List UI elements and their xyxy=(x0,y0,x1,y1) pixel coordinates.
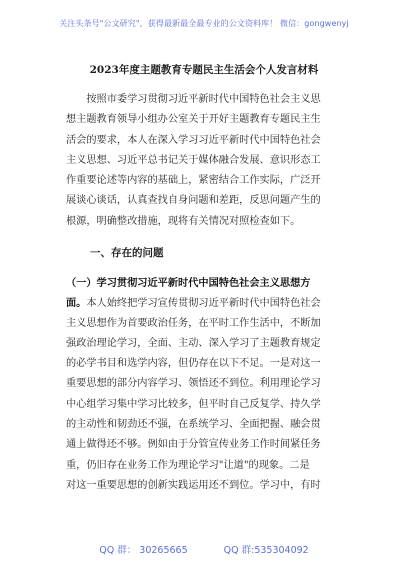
intro-line: 活会的要求，本人在深入学习习近平新时代中国特色社会 xyxy=(66,134,321,146)
paragraph-line: 重要思想的部分内容学习、领悟还不到位。利用理论学习 xyxy=(66,378,321,390)
intro-line: 根源，明确整改措施，现将有关情况对照检查如下。 xyxy=(66,215,301,227)
subsection-heading: （一）学习贯彻习近平新时代中国特色社会主义思想方 xyxy=(66,277,311,289)
paragraph-line: 重，仍旧存在业务工作为理论学习"让道"的现象。二是 xyxy=(66,459,310,471)
paragraph-line: 中心组学习集中学习比较多，但平时自己反复学、持久学 xyxy=(66,398,321,410)
paragraph-line xyxy=(66,293,354,313)
footer-qq-group-2: QQ 群:535304092 xyxy=(223,545,309,556)
section-heading: 一、存在的问题 xyxy=(90,247,164,259)
paragraph-line: 通上做得还不够。例如由于分管宣传业务工作时间紧任务 xyxy=(66,439,321,451)
subsection-heading-end: 面。 xyxy=(66,297,87,310)
paragraph-line: 的主动性和韧劲还不强，在系统学习、全面把握、融会贯 xyxy=(66,419,321,431)
problem-paragraph xyxy=(66,273,354,496)
paragraph-line: 主义思想作为首要政治任务，在平时工作生活中，不断加 xyxy=(66,317,321,329)
paragraph-line-text: 本人始终把学习宣传贯彻习近平新时代中国特色社会 xyxy=(86,298,321,310)
paragraph-line: 强政治理论学习，全面、主动、深入学习了主题教育规定 xyxy=(66,337,321,349)
intro-line: 作重要论述等内容的基础上，紧密结合工作实际，广泛开 xyxy=(66,175,321,187)
intro-paragraph xyxy=(66,90,354,232)
header-notice: 关注头条号"公文研究"，获得最新最全最专业的公文资料库！ 微信：gongwenyj xyxy=(59,19,349,28)
document-title: 2023年度主题教育专题民主生活会个人发言材料 xyxy=(89,64,319,76)
intro-line: 展谈心谈话，认真查找自身问题和差距，反思问题产生的 xyxy=(66,195,321,207)
intro-line: 按照市委学习贯彻习近平新时代中国特色社会主义思 xyxy=(66,94,321,105)
footer-qq-group: QQ 群： 30265665 xyxy=(99,545,188,556)
intro-line: 想主题教育领导小组办公室关于开好主题教育专题民主生 xyxy=(66,114,321,126)
paragraph-line: 对这一重要思想的创新实践运用还不到位。学习中，有时 xyxy=(66,479,321,491)
paragraph-line: 的必学书目和选学内容，但仍存在以下不足。一是对这一 xyxy=(66,358,321,370)
footer xyxy=(0,542,408,556)
intro-line: 主义思想、习近平总书记关于媒体融合发展、意识形态工 xyxy=(66,154,321,166)
